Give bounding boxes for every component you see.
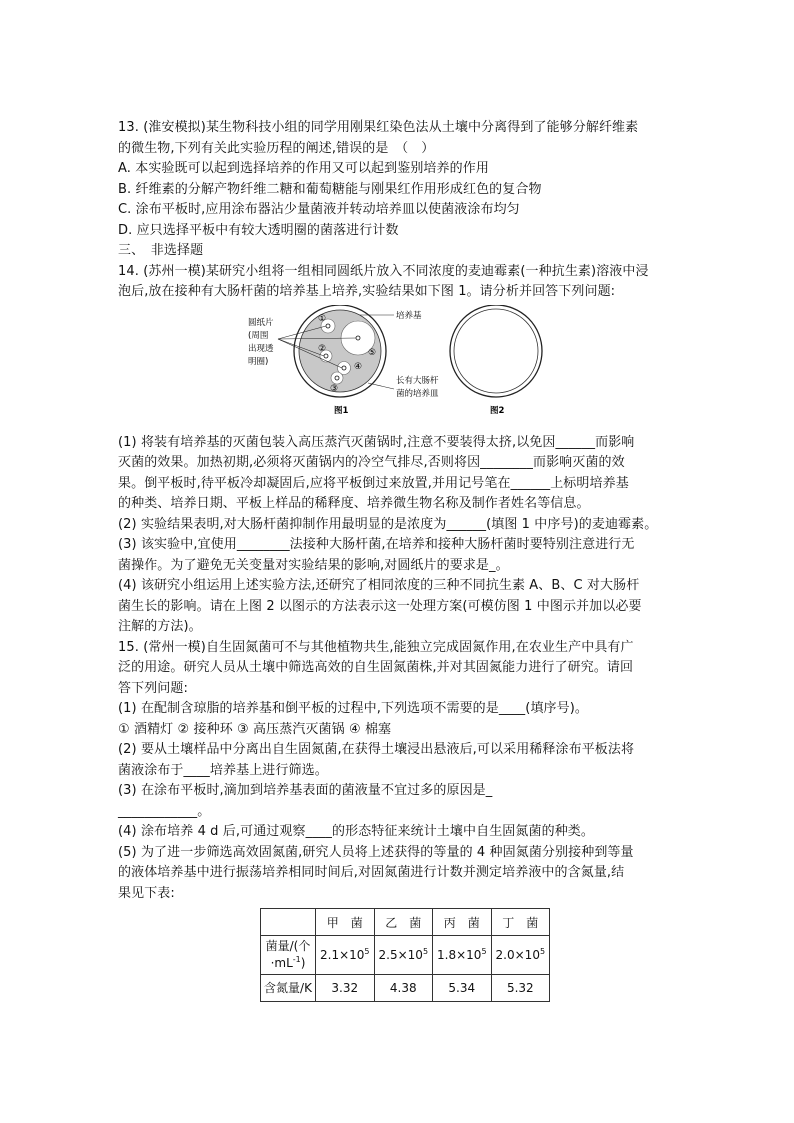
q15-line: 菌液涂布于____培养基上进行筛选。 [118,762,328,778]
label-dish-line: 长有大肠杆 [396,375,439,386]
q15-line: ____________。 [118,803,211,819]
nitrogen-fixing-table [260,908,550,1002]
q14-intro-line: 泡后,放在接种有大肠杆菌的培养基上培养,实验结果如下图 1。请分析并回答下列问题: [118,284,616,299]
table-header-cell: 丁 菌 [491,909,550,936]
label-disc-line: 圆纸片 [248,317,274,328]
zone-number: ③ [330,383,339,394]
q15-line: (4) 涂布培养 4 d 后,可通过观察____的形态特征来统计土壤中自生固氮菌的种类。 [118,824,594,839]
q13-option-a: A. 本实验既可以起到选择培养的作用又可以起到鉴别培养的作用 [118,161,489,176]
q15-line: 15. (常州一模)自生固氮菌可不与其他植物共生,能独立完成固氮作用,在农业生产中具有广 [118,639,634,655]
table-cell: 5.34 [433,975,492,1002]
zone-number: ② [318,343,327,354]
table-header-row [261,909,550,936]
table-header-cell [261,909,316,936]
q13-stem-line: 的微生物,下列有关此实验历程的阐述,错误的是 （ ） [118,140,435,156]
q15-line: (2) 要从土壤样品中分离出自生固氮菌,在获得土壤浸出悬液后,可以采用稀释涂布平板法将 [118,742,635,757]
petri-dish-diagram [248,305,548,417]
table-cell: $1.8\times 10^5$ [433,936,492,975]
q15-line: 答下列问题: [118,680,188,696]
row-label-nitrogen: 含氮量/K [261,975,316,1002]
zone-number: ① [318,313,327,324]
question-14 [118,262,678,638]
q15-line: ① 酒精灯 ② 接种环 ③ 高压蒸汽灭菌锅 ④ 棉塞 [118,721,392,737]
row-label-bacteria-count: 菌量/(个 $\cdot mL^{-1}$) [261,936,316,975]
q15-line: 的液体培养基中进行振荡培养相同时间后,对固氮菌进行计数并测定培养液中的含氮量,结 [118,865,625,880]
zone-number: ④ [354,361,363,372]
q13-stem-line: 13. (淮安模拟)某生物科技小组的同学用刚果红染色法从土壤中分离得到了能够分解纤维素 [118,120,639,135]
table-header-cell: 乙 菌 [374,909,433,936]
table-cell: 3.32 [316,975,375,1002]
question-13 [118,118,678,241]
paper-disc [342,366,346,370]
q14-question-line: 注解的方法)。 [118,619,202,634]
q13-option-c: C. 涂布平板时,应用涂布器沾少量菌液并转动培养皿以使菌液涂布均匀 [118,202,520,217]
table-cell: $2.1\times 10^5$ [316,936,375,975]
table-header-cell: 甲 菌 [316,909,375,936]
q14-question-line: (1) 将装有培养基的灭菌包装入高压蒸汽灭菌锅时,注意不要装得太挤,以免因______而影响 [118,434,635,450]
paper-disc [356,336,360,340]
q14-question-line: (2) 实验结果表明,对大肠杆菌抑制作用最明显的是浓度为______(填图 1 中序号)的麦迪霉素。 [118,516,658,532]
table-row [261,936,550,975]
q13-option-d: D. 应只选择平板中有较大透明圈的菌落进行计数 [118,222,399,238]
q15-line: 果见下表: [118,885,175,901]
empty-dish-inner [454,309,538,393]
label-disc-line: (周围 [248,330,269,341]
q15-line: (1) 在配制含琼脂的培养基和倒平板的过程中,下列选项不需要的是____(填序号)。 [118,701,589,716]
figure-1-caption: 图1 [334,405,349,416]
q13-option-b: B. 纤维素的分解产物纤维二糖和葡萄糖能与刚果红作用形成红色的复合物 [118,181,542,197]
document-page [118,118,678,1002]
q15-line: 泛的用途。研究人员从土壤中筛选高效的自生固氮菌株,并对其固氮能力进行了研究。请回 [118,660,634,675]
q14-question-line: 果。倒平板时,待平板冷却凝固后,应将平板倒过来放置,并用记号笔在______上标明培养基 [118,475,629,491]
q14-intro-line: 14. (苏州一模)某研究小组将一组相同圆纸片放入不同浓度的麦迪霉素(一种抗生素)溶液中浸 [118,263,649,279]
table-cell: $2.5\times 10^5$ [374,936,433,975]
paper-disc [335,376,339,380]
question-15 [118,638,678,1003]
q14-question-line: (4) 该研究小组运用上述实验方法,还研究了相同浓度的三种不同抗生素 A、B、C 对大肠杆 [118,578,640,593]
leader-line [368,383,394,389]
q14-question-line: (3) 该实验中,宜使用________法接种大肠杆菌,在培养和接种大肠杆菌时要特别注意进行无 [118,537,635,552]
q15-line: (5) 为了进一步筛选高效固氮菌,研究人员将上述获得的等量的 4 种固氮菌分别接种到等量 [118,844,634,860]
zone-number: ⑤ [368,347,377,358]
table-cell: 5.32 [491,975,550,1002]
section-heading: 三、 非选择题 [118,243,204,258]
paper-disc [326,324,330,328]
q14-question-line: 菌操作。为了避免无关变量对实验结果的影响,对圆纸片的要求是_。 [118,557,509,573]
label-dish-line: 菌的培养皿 [396,388,439,399]
figure-2-caption: 图2 [490,405,505,416]
table-row [261,975,550,1002]
label-medium: 培养基 [396,310,422,321]
table-header-cell: 丙 菌 [433,909,492,936]
petri-dish-figure [118,305,678,417]
label-disc-line: 明圈) [248,356,269,367]
table-cell: 4.38 [374,975,433,1002]
label-disc-line: 出现透 [248,343,274,354]
q14-question-line: 的种类、培养日期、平板上样品的稀释度、培养微生物名称及制作者姓名等信息。 [118,496,590,511]
table-cell: $2.0\times 10^5$ [491,936,550,975]
q15-line: (3) 在涂布平板时,滴加到培养基表面的菌液量不宜过多的原因是_ [118,783,493,798]
q14-question-line: 灭菌的效果。加热初期,必须将灭菌锅内的冷空气排尽,否则将因________而影响灭菌的效 [118,455,625,470]
paper-disc [324,354,328,358]
q14-question-line: 菌生长的影响。请在上图 2 以图示的方法表示这一处理方案(可模仿图 1 中图示并加以必要 [118,598,642,614]
